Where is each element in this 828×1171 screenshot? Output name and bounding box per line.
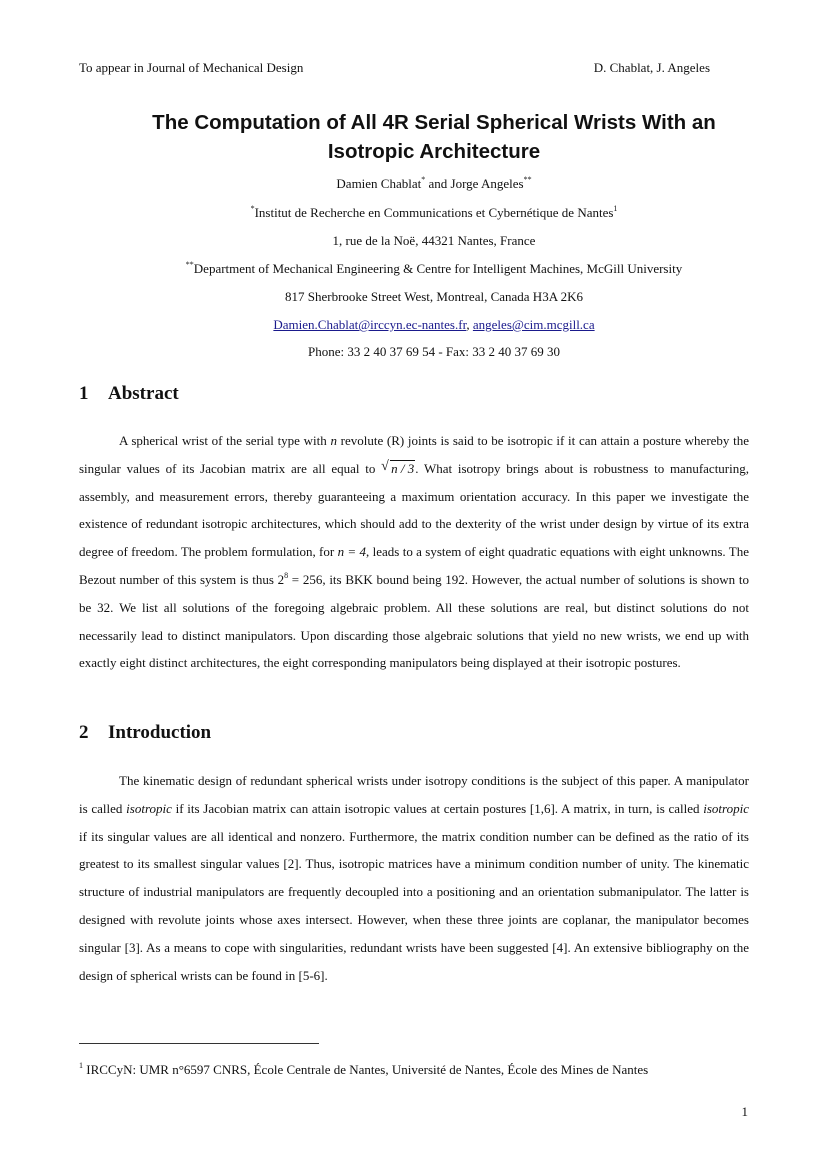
affiliation-1-mark: * (250, 204, 255, 213)
section-heading-introduction (79, 722, 211, 744)
author-line (79, 176, 789, 192)
power-exponent: 8 (284, 570, 289, 580)
power-base: 2 (277, 571, 285, 587)
footnote-text: IRCCyN: UMR n°6597 CNRS, École Centrale de Nantes, Université de Nantes, École des Mines de Nantes (83, 1062, 649, 1077)
footnote-mark: 1 (79, 1061, 83, 1070)
title-line-1: The Computation of All 4R Serial Spherical Wrists With an (152, 111, 716, 134)
intro-text-1: The kinematic design of redundant spherical wrists under isotropy conditions is the subject of this paper. A manipulator is called (79, 773, 749, 816)
email-link-2[interactable]: angeles@cim.mcgill.ca (472, 317, 595, 332)
affiliation-2-name: Department of Mechanical Engineering & Centre for Intelligent Machines, McGill University (193, 261, 683, 276)
abstract-text-1: A spherical wrist of the serial type with (119, 433, 331, 448)
email-link-1[interactable]: Damien.Chablat@irccyn.ec-nantes.fr (273, 317, 467, 332)
footnote-ref: 1 (613, 204, 618, 213)
intro-emphasis-2: isotropic (703, 800, 749, 816)
affiliation-2-address: 817 Sherbrooke Street West, Montreal, Canada H3A 2K6 (284, 289, 584, 304)
title-line-2: Isotropic Architecture (327, 140, 541, 163)
section-number: 2 (79, 722, 89, 743)
abstract-paragraph (79, 427, 749, 677)
author-1-mark: * (421, 175, 426, 184)
sqrt-body: n / 3 (391, 460, 415, 476)
abstract-text-4: , leads to a system of eight quadratic equations with eight unknowns. The Bezout number of this system is thus (79, 544, 749, 587)
footnote (79, 1062, 648, 1078)
affiliation-2-mark: ** (185, 260, 194, 269)
running-header-right: D. Chablat, J. Angeles (593, 60, 710, 75)
page-number: 1 (741, 1104, 748, 1119)
running-header-left: To appear in Journal of Mechanical Design (79, 60, 304, 75)
affiliation-1-address: 1, rue de la Noë, 44321 Nantes, France (332, 233, 536, 248)
introduction-paragraph (79, 767, 749, 989)
section-number: 1 (79, 383, 89, 404)
author-2: Jorge Angeles (450, 176, 524, 191)
abstract-eq-n: n = 4 (337, 544, 367, 560)
affiliation-1-name: Institut de Recherche en Communications et Cybernétique de Nantes (254, 205, 614, 220)
abstract-var-n: n (330, 433, 337, 448)
phone-line: Phone: 33 2 40 37 69 54 - Fax: 33 2 40 37 69 30 (307, 344, 561, 359)
abstract-text-5: , its BKK bound being 192. However, the actual number of solutions is shown to be 32. We list all solutions of the foregoing algebraic problem. All these solutions are real, but distinct solutions do not necessarily lead to distinct manipulators. Upon discarding those algebraic solutions that yield no new wrists, we end up with exactly eight distinct architectures, the eight corresponding manipulators being displayed at their isotropic postures. (79, 571, 749, 671)
intro-emphasis-1: isotropic (126, 800, 172, 816)
section-title: Introduction (108, 722, 212, 743)
intro-text-2: if its Jacobian matrix can attain isotropic values at certain postures [1,6]. A matrix, in turn, is called (171, 800, 704, 816)
sqrt-expression: √ n / 3 (381, 458, 415, 476)
section-heading-abstract (79, 383, 179, 405)
author-2-mark: ** (523, 175, 532, 184)
paper-title (79, 108, 789, 166)
abstract-text-3: . What isotropy brings about is robustness to manufacturing, assembly, and measurement errors, thereby guaranteeing a maximum orientation accuracy. In this paper we investigate the existence of redundant isotropic architectures, which should add to the dexterity of the wrist under design by virtue of its extra degree of freedom. The problem formulation, for (79, 460, 750, 560)
author-and: and (425, 176, 451, 191)
affiliation-1 (79, 205, 789, 221)
footnote-separator (79, 1043, 319, 1044)
section-title: Abstract (108, 383, 179, 404)
email-line (79, 317, 789, 333)
power-result: = 256 (288, 571, 323, 587)
abstract-text-2: revolute (R) joints is said to be isotropic if it can attain a posture whereby the singular values of its Jacobian matrix are all equal to (79, 433, 749, 476)
email-separator: , (466, 317, 473, 332)
author-1: Damien Chablat (336, 176, 422, 191)
affiliation-2 (79, 261, 789, 277)
intro-text-3: if its singular values are all identical and nonzero. Furthermore, the matrix condition number can be defined as the ratio of its greatest to its smallest singular values [2]. Thus, isotropic matrices have a minimum condition number of unity. The kinematic structure of industrial manipulators are frequently decoupled into a positioning and an orientation submanipulator. The latter is designed with revolute joints whose axes intersect. However, when these three joints are coplanar, the manipulator becomes singular [3]. As a means to cope with singularities, redundant wrists have been suggested [4]. An extensive bibliography on the design of spherical wrists can be found in [5-6]. (79, 828, 749, 983)
